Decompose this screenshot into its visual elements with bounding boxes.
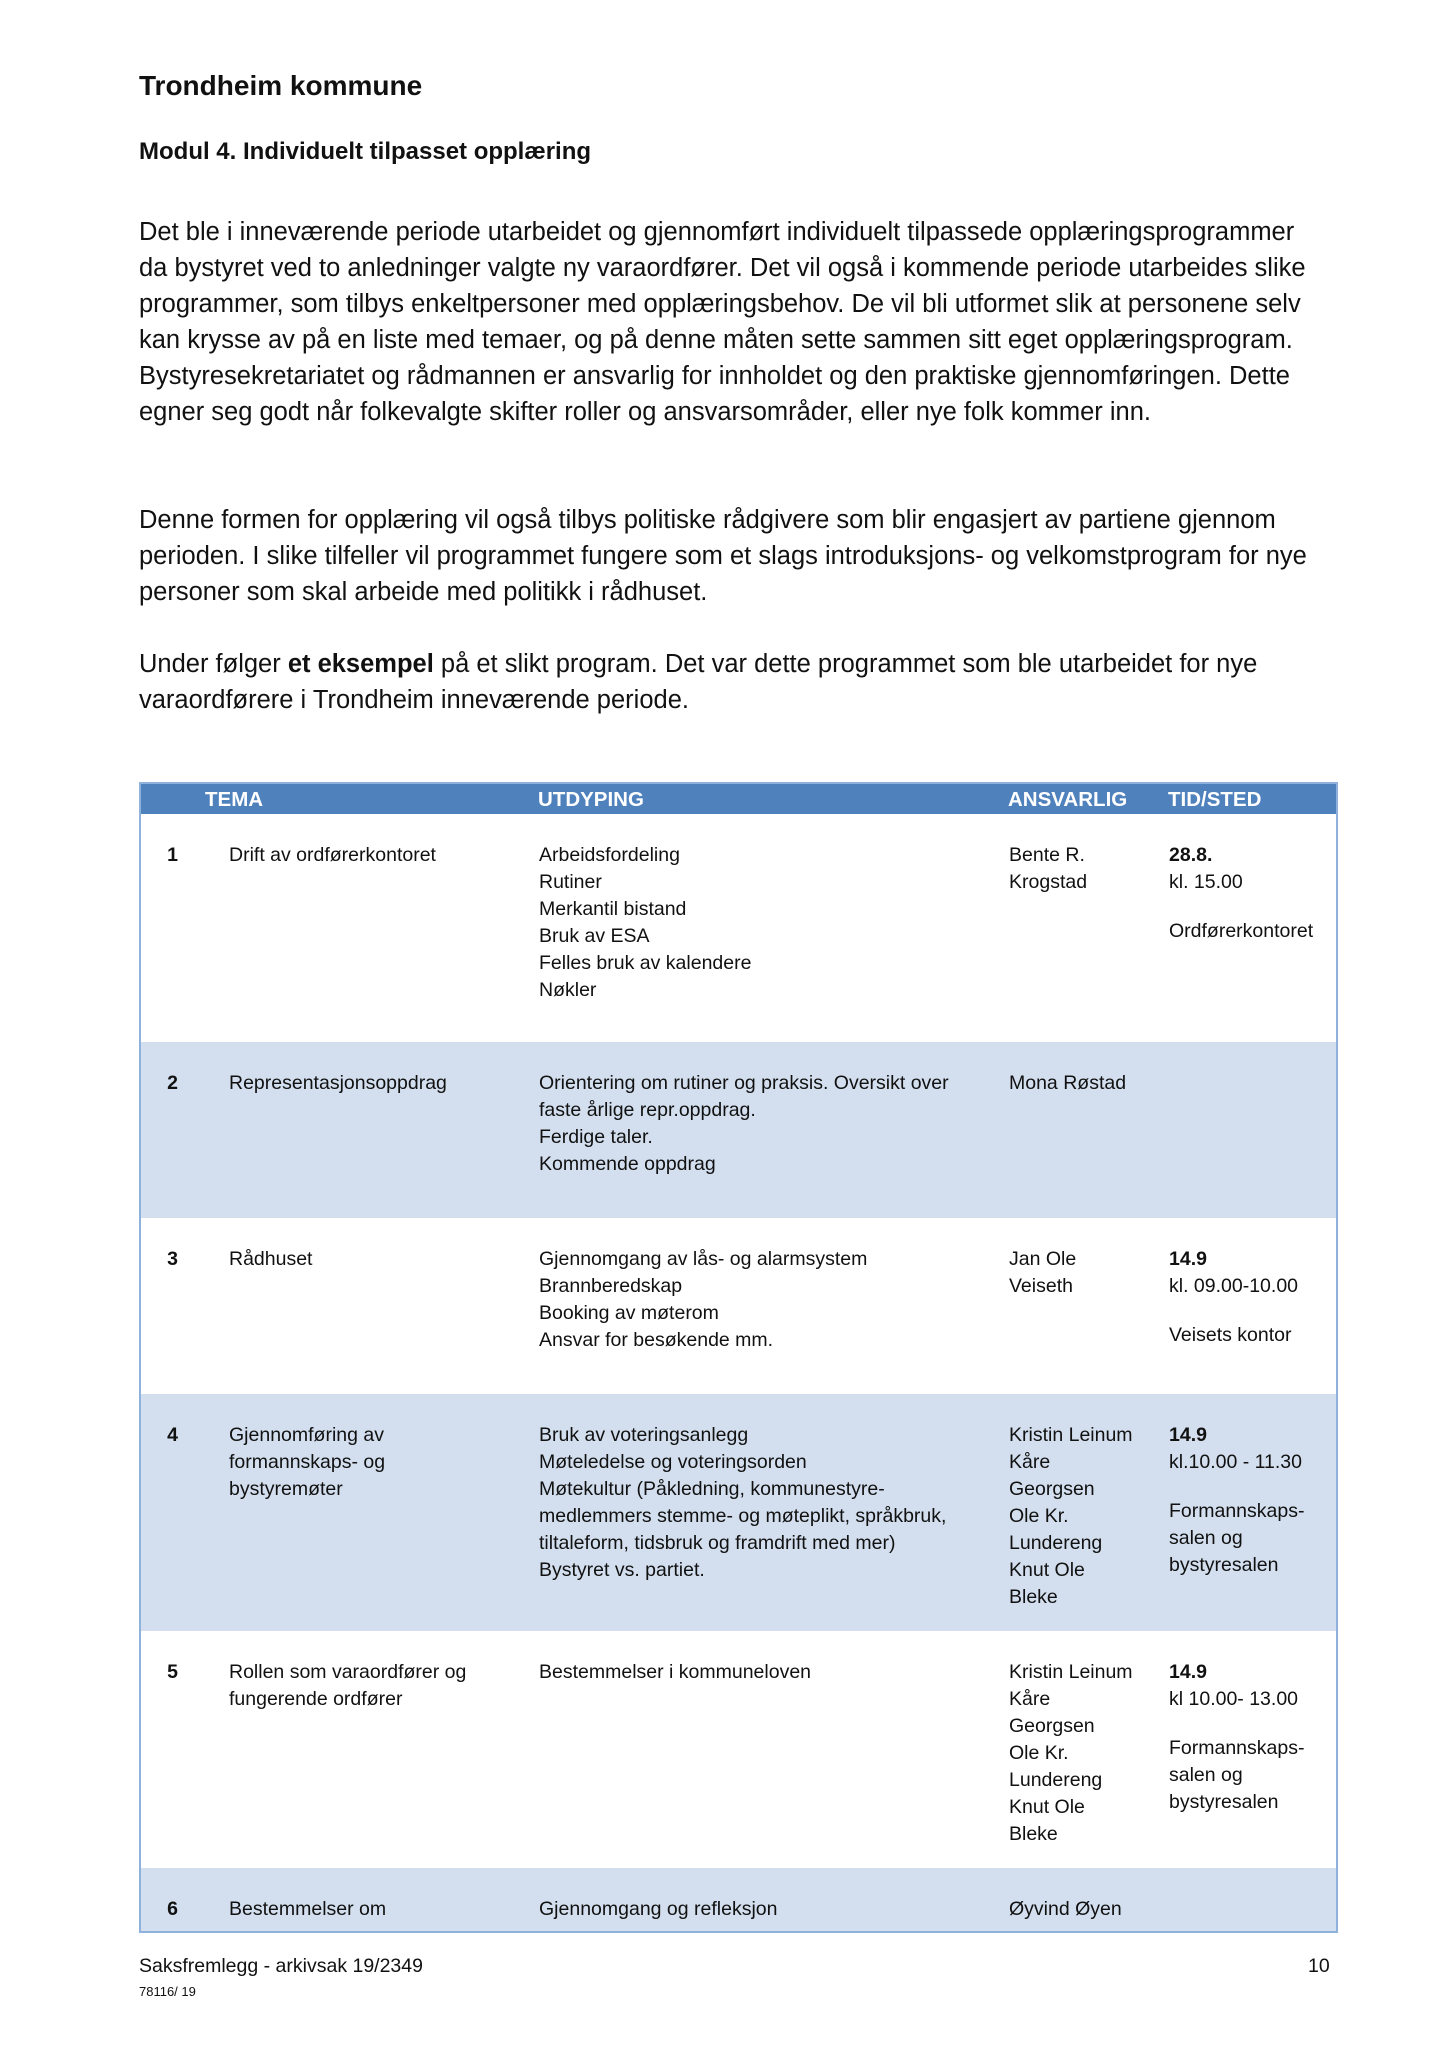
row-tema-line: Drift av ordførerkontoret [229,844,436,866]
header-utdyping: UTDYPING [538,783,1008,814]
row-utdyping-line: medlemmers stemme- og møteplikt, språkbruk, [539,1505,947,1527]
row-tema [205,1631,538,1868]
row-tema-line: Rådhuset [229,1248,313,1270]
row-tema-line: formannskaps- og [229,1451,386,1473]
header-tid-sted: TID/STED [1168,783,1337,814]
row-ansvarlig-line: Kåre [1009,1451,1051,1473]
row-tema-line: bystyremøter [229,1478,343,1500]
row-tid-sted [1168,1631,1337,1868]
row-tid-sted-line: kl. 15.00 [1169,871,1243,893]
row-tema [205,1042,538,1218]
row-tid-sted-line: Formannskaps- [1169,1500,1305,1522]
row-utdyping-line: Gjennomgang av lås- og alarmsystem [539,1248,868,1270]
paragraph-example-emphasis: et eksempel [287,650,434,678]
row-tid-sted-line: kl.10.00 - 11.30 [1169,1451,1302,1473]
paragraph-intro: Det ble i inneværende periode utarbeidet og gjennomført individuelt tilpassede opplæringsprogrammer da bystyret ved to anledninger valgte ny varaordfører. Det vil også i kommende periode utarbeides slike programmer, som tilbys enkeltpersoner med opplæringsbehov. De vil bli utformet slik at personene selv kan krysse av på en liste med temaer, og på denne måten sette sammen sitt eget opplæringsprogram. Bystyresekretariatet og rådmannen er ansvarlig for innholdet og den praktiske gjennomføringen. Dette egner seg godt når folkevalgte skifter roller og ansvarsområder, eller nye folk kommer inn. [139,218,1306,426]
paragraph-example-start: Under følger [139,650,288,678]
row-ansvarlig-line: Veiseth [1009,1275,1073,1297]
row-tema [205,814,538,1042]
row-utdyping-line: Merkantil bistand [539,898,687,920]
row-ansvarlig-line: Knut Ole [1009,1796,1085,1818]
row-tid-sted-line: kl 10.00- 13.00 [1169,1688,1299,1710]
row-tema [205,1868,538,1932]
row-tema-line: fungerende ordfører [229,1688,403,1710]
row-tid-sted-line: 14.9 [1169,1424,1207,1446]
row-ansvarlig-line: Georgsen [1009,1478,1095,1500]
row-utdyping-line: tiltaleform, tidsbruk og framdrift med mer) [539,1532,896,1554]
table-row [140,1218,1337,1394]
row-ansvarlig-line: Bente R. [1009,844,1085,866]
row-tema-line: Rollen som varaordfører og [229,1661,467,1683]
row-ansvarlig-line: Ole Kr. [1009,1505,1069,1527]
row-utdyping-line: Bystyret vs. partiet. [539,1559,705,1581]
page-number: 10 [1308,1955,1330,1977]
table-row [140,1631,1337,1868]
row-ansvarlig-line: Mona Røstad [1009,1072,1127,1094]
paragraph-example-end: på et slikt program. Det var dette programmet som ble utarbeidet for nye varaordførere i Trondheim inneværende periode. [139,650,1258,714]
row-utdyping-line: Ferdige taler. [539,1126,653,1148]
row-tid-sted [1168,1042,1337,1218]
row-utdyping-line: Bruk av ESA [539,925,650,947]
row-tid-sted [1168,1218,1337,1394]
table-row [140,1394,1337,1631]
row-ansvarlig-line: Bleke [1009,1586,1058,1608]
table-body [140,814,1337,1932]
row-ansvarlig [1008,1868,1168,1932]
row-number: 4 [140,1394,205,1631]
row-ansvarlig-line: Georgsen [1009,1715,1095,1737]
row-tid-sted [1168,1394,1337,1631]
row-utdyping [538,1042,1008,1218]
row-ansvarlig-line: Kristin Leinum [1009,1424,1133,1446]
row-utdyping-line: Arbeidsfordeling [539,844,680,866]
row-tid-sted-line: salen og [1169,1764,1243,1786]
row-ansvarlig [1008,1218,1168,1394]
row-number: 2 [140,1042,205,1218]
header-number [140,783,205,814]
row-tema [205,1394,538,1631]
training-program-table [139,782,1338,1933]
row-utdyping [538,1631,1008,1868]
row-number: 6 [140,1868,205,1932]
row-tema-line: Bestemmelser om [229,1898,387,1920]
row-utdyping-line: Rutiner [539,871,602,893]
footer-document-number: 78116/ 19 [139,1984,196,1999]
row-utdyping-line: Brannberedskap [539,1275,683,1297]
row-utdyping-line: Nøkler [539,979,597,1001]
row-number: 5 [167,1661,178,1683]
row-number: 1 [167,844,178,866]
row-ansvarlig-line: Jan Ole [1009,1248,1077,1270]
row-tid-sted-line: 14.9 [1169,1248,1207,1270]
row-utdyping-line: Gjennomgang og refleksjon [539,1898,778,1920]
row-ansvarlig-line: Bleke [1009,1823,1058,1845]
table-row [140,1868,1337,1932]
row-tid-sted [1168,1868,1337,1932]
row-utdyping [538,1394,1008,1631]
row-tid-sted-line: Veisets kontor [1169,1324,1292,1346]
row-utdyping [538,814,1008,1042]
row-utdyping-line: Bestemmelser i kommuneloven [539,1661,812,1683]
table-row [140,814,1337,1042]
row-tid-sted-line: salen og [1169,1527,1243,1549]
paragraph-example [139,646,1329,718]
row-tid-sted-line: 28.8. [1169,844,1213,866]
row-ansvarlig-line: Øyvind Øyen [1009,1898,1122,1920]
row-ansvarlig-line: Lundereng [1009,1532,1103,1554]
row-utdyping-line: faste årlige repr.oppdrag. [539,1099,756,1121]
row-utdyping-line: Felles bruk av kalendere [539,952,752,974]
row-tid-sted [1168,814,1337,1042]
module-heading: Modul 4. Individuelt tilpasset opplæring [139,138,592,165]
organization-title: Trondheim kommune [139,70,423,101]
paragraph-advisers: Denne formen for opplæring vil også tilbys politiske rådgivere som blir engasjert av partiene gjennom perioden. I slike tilfeller vil programmet fungere som et slags introduksjons- og velkomstprogram for nye personer som skal arbeide med politikk i rådhuset. [139,506,1307,606]
row-tid-sted-line: bystyresalen [1169,1791,1279,1813]
row-ansvarlig-line: Krogstad [1009,871,1088,893]
row-tid-sted-line: bystyresalen [1169,1554,1279,1576]
row-ansvarlig-line: Kåre [1009,1688,1051,1710]
row-tid-sted-line: Formannskaps- [1169,1737,1305,1759]
row-utdyping [538,1868,1008,1932]
row-tid-sted-line: 14.9 [1169,1661,1207,1683]
row-tema-line: Representasjonsoppdrag [229,1072,447,1094]
row-ansvarlig-line: Lundereng [1009,1769,1103,1791]
row-ansvarlig [1008,814,1168,1042]
row-tid-sted-line: Ordførerkontoret [1169,920,1314,942]
row-utdyping [538,1218,1008,1394]
footer-case-reference: Saksfremlegg - arkivsak 19/2349 [139,1955,423,1977]
row-utdyping-line: Ansvar for besøkende mm. [539,1329,774,1351]
row-utdyping-line: Booking av møterom [539,1302,719,1324]
row-utdyping-line: Kommende oppdrag [539,1153,716,1175]
row-ansvarlig-line: Ole Kr. [1009,1742,1069,1764]
row-tid-sted-line: kl. 09.00-10.00 [1169,1275,1299,1297]
row-utdyping-line: Møtekultur (Påkledning, kommunestyre- [539,1478,885,1500]
row-tema-line: Gjennomføring av [229,1424,384,1446]
row-utdyping-line: Møteledelse og voteringsorden [539,1451,807,1473]
row-utdyping-line: Bruk av voteringsanlegg [539,1424,749,1446]
header-tema: TEMA [205,783,538,814]
table-row [140,1042,1337,1218]
row-ansvarlig-line: Knut Ole [1009,1559,1085,1581]
header-ansvarlig: ANSVARLIG [1008,783,1168,814]
row-number: 3 [167,1248,178,1270]
table-header-row [140,783,1337,814]
row-utdyping-line: Orientering om rutiner og praksis. Oversikt over [539,1072,949,1094]
row-ansvarlig [1008,1394,1168,1631]
row-ansvarlig [1008,1631,1168,1868]
row-tema [205,1218,538,1394]
row-ansvarlig-line: Kristin Leinum [1009,1661,1133,1683]
row-ansvarlig [1008,1042,1168,1218]
